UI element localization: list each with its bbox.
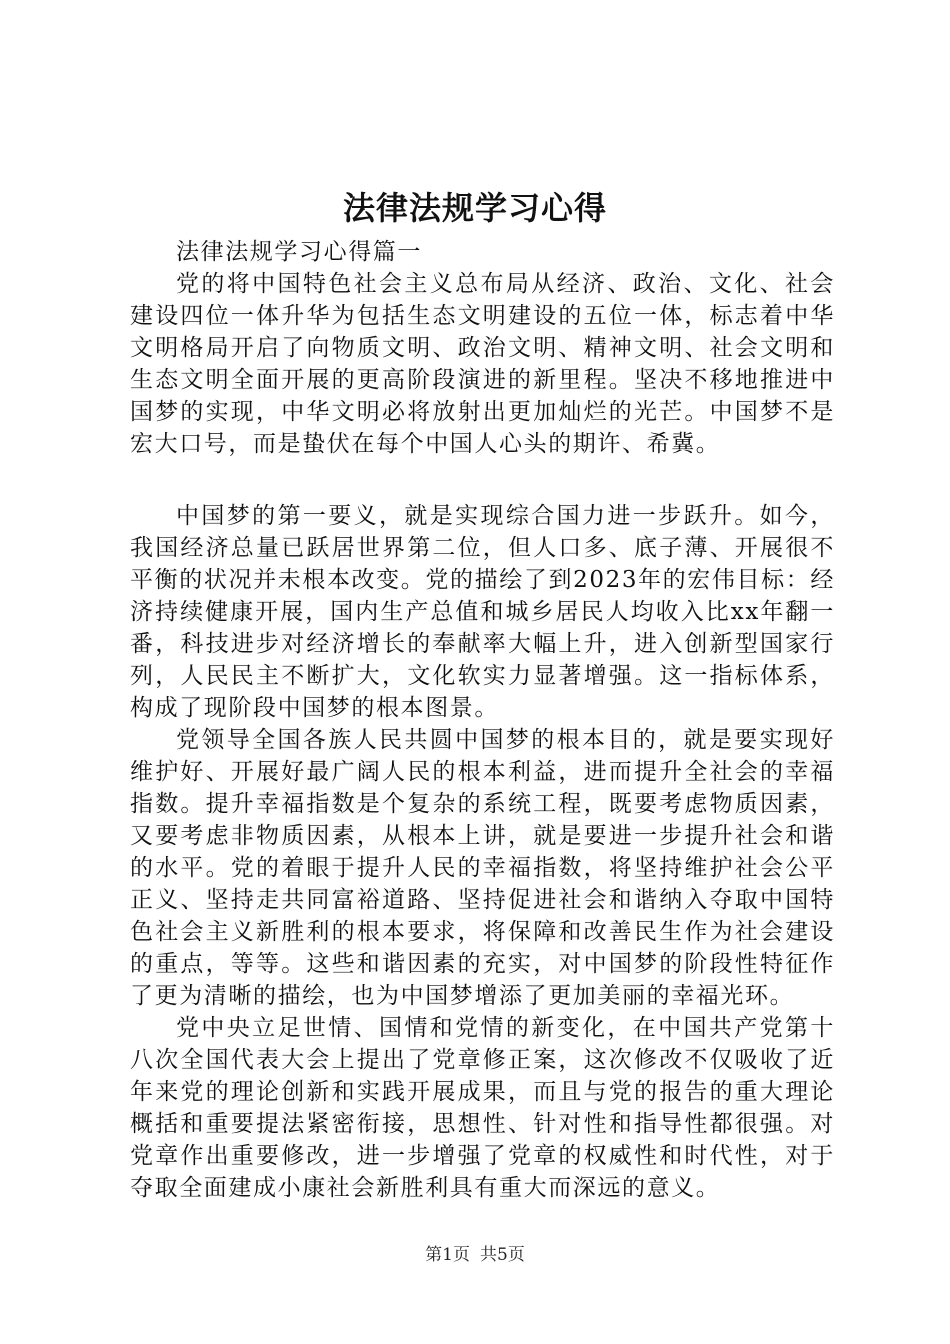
section-subtitle: 法律法规学习心得篇一	[176, 239, 422, 265]
page-total: 共5页	[480, 1245, 525, 1265]
page-number: 第1页	[425, 1245, 470, 1265]
paragraph-4: 党中央立足世情、国情和党情的新变化，在中国共产党第十八次全国代表大会上提出了党章修正案，这次修改不仅吸收了近年来党的理论创新和实践开展成果，而且与党的报告的重大理论概括和重要提法紧密衔接，思想性、针对性和指导性都很强。对党章作出重要修改，进一步增强了党章的权威性和时代性，对于夺取全面建成小康社会新胜利具有重大而深远的意义。	[130, 1015, 835, 1201]
document-title: 法律法规学习心得	[342, 189, 607, 227]
paragraph-1: 党的将中国特色社会主义总布局从经济、政治、文化、社会建设四位一体升华为包括生态文明建设的五位一体，标志着中华文明格局开启了向物质文明、政治文明、精神文明、社会文明和生态文明全面开展的更高阶段演进的新里程。坚决不移地推进中国梦的实现，中华文明必将放射出更加灿烂的光芒。中国梦不是宏大口号，而是蛰伏在每个中国人心头的期许、希冀。	[130, 271, 835, 457]
paragraph-3: 党领导全国各族人民共圆中国梦的根本目的，就是要实现好维护好、开展好最广阔人民的根本利益，进而提升全社会的幸福指数。提升幸福指数是个复杂的系统工程，既要考虑物质因素，又要考虑非物质因素，从根本上讲，就是要进一步提升社会和谐的水平。党的着眼于提升人民的幸福指数，将坚持维护社会公平正义、坚持走共同富裕道路、坚持促进社会和谐纳入夺取中国特色社会主义新胜利的根本要求，将保障和改善民生作为社会建设的重点，等等。这些和谐因素的充实，对中国梦的阶段性特征作了更为清晰的描绘，也为中国梦增添了更加美丽的幸福光环。	[130, 727, 835, 1009]
paragraph-2: 中国梦的第一要义，就是实现综合国力进一步跃升。如今，我国经济总量已跃居世界第二位，但人口多、底子薄、开展很不平衡的状况并未根本改变。党的描绘了到2023年的宏伟目标：经济持续健康开展，国内生产总值和城乡居民人均收入比xx年翻一番，科技进步对经济增长的奉献率大幅上升，进入创新型国家行列，人民民主不断扩大，文化软实力显著增强。这一指标体系，构成了现阶段中国梦的根本图景。	[130, 503, 835, 721]
page-footer	[0, 1243, 950, 1267]
document-body	[130, 236, 835, 1204]
